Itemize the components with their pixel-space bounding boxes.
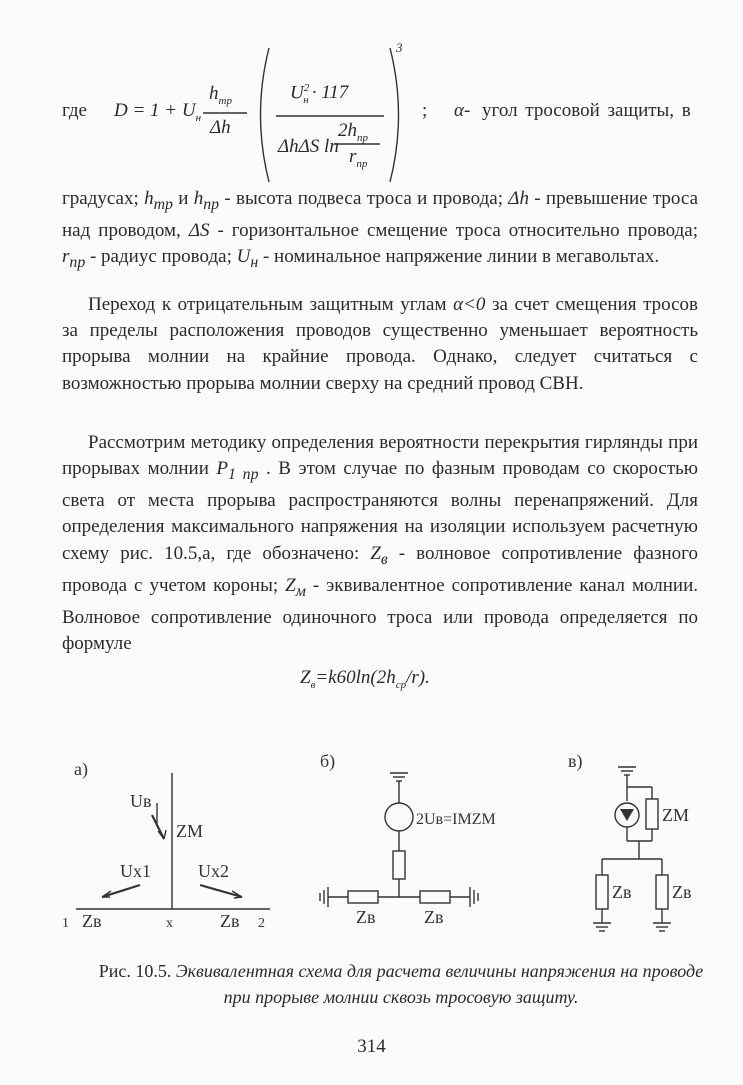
diagram-b	[290, 745, 530, 945]
inner-den-frac-den: $r_{пр}$	[349, 146, 368, 170]
formula-d	[62, 40, 702, 190]
frac1-num: $h_{тр}$	[209, 83, 232, 107]
diagram-b-svg	[290, 745, 530, 945]
formula-lhs: $D = 1 + U_н$	[114, 100, 202, 124]
diagram-b-label: б)	[320, 751, 336, 771]
formula-tail: угол тросовой защиты, в	[482, 100, 691, 121]
formula-sep: ;	[422, 100, 428, 121]
diagram-a	[60, 745, 280, 945]
diagram-a-ux2: Ux2	[198, 861, 229, 881]
diagram-a-x: x	[166, 916, 173, 931]
frac1-den: Δh	[210, 117, 231, 138]
paragraph-method: Рассмотрим методику определения вероятности перекрытия гирлянды при прорывах молнии $P_{1 пр}$ . В этом случае по фазным проводам со скоростью света от места прорыва распространяются волны перенапряжений. Для определения максимального напряжения на изоляции используем расчетную схему рис. 10.5,а, где обозначено: $Z_в$ - волновое сопротивление фазного провода с учетом короны; $Z_м$ - эквивалентное сопротивление канал молнии. Волновое сопротивление одиночного троса или провода определяется по формуле	[62, 432, 699, 654]
inner-num: $U^2_н \cdot 117$	[290, 82, 349, 107]
diagram-a-zm: ZМ	[176, 821, 203, 841]
diagram-a-label: а)	[74, 759, 88, 779]
diagram-b-zv-left: Zв	[356, 907, 376, 927]
diagram-b-zv-right: Zв	[424, 907, 444, 927]
exponent: 3	[396, 40, 403, 55]
diagram-b-source: 2Uв=IМZМ	[416, 811, 496, 828]
diagram-a-ux1: Ux1	[120, 861, 151, 881]
diagram-c-zv-right: Zв	[672, 882, 692, 902]
diagram-a-n1: 1	[62, 916, 69, 931]
paragraph-negative-angles: Переход к отрицательным защитным углам α<0 за счет смещения тросов за пределы расположения проводов существенно уменьшает вероятность прорыва молнии на крайние провода. Однако, следует считаться с возможностью прорыва молнии сверху на средний провод СВН.	[62, 294, 698, 394]
inner-den-pre: ΔhΔS ln	[278, 136, 339, 157]
formula-alpha: α-	[454, 100, 471, 121]
diagram-a-zv-left: Zв	[82, 911, 102, 931]
paragraph-definitions: градусах; $h_{тр}$ и $h_{пр}$ - высота подвеса троса и провода; Δh - превышение троса над проводом, ΔS - горизонтальное смещение троса относительно провода; $r_{пр}$ - радиус провода; $U_н$ - номинальное напряжение линии в мегавольтах.	[62, 188, 699, 271]
page-number: 314	[357, 1036, 386, 1057]
diagram-a-svg	[60, 745, 280, 945]
diagram-c-zm: ZМ	[662, 805, 689, 825]
diagram-c-svg	[540, 745, 720, 945]
inner-den-frac-num: $2h_{пр}$	[338, 120, 368, 144]
formula-lead: где	[62, 100, 87, 121]
equation-zv: $Z_в=k60\ln(2h_{ср}/r)$.	[300, 667, 430, 691]
figure-caption: Рис. 10.5. Эквивалентная схема для расчета величины напряжения на проводе при прорыве молнии сквозь тросовую защиту.	[98, 961, 704, 1007]
diagram-c-label: в)	[568, 751, 583, 771]
diagram-c-zv-left: Zв	[612, 882, 632, 902]
diagram-a-uv: Uв	[130, 791, 152, 811]
diagram-a-zv-right: Zв	[220, 911, 240, 931]
diagram-a-n2: 2	[258, 916, 265, 931]
diagram-c	[540, 745, 720, 945]
